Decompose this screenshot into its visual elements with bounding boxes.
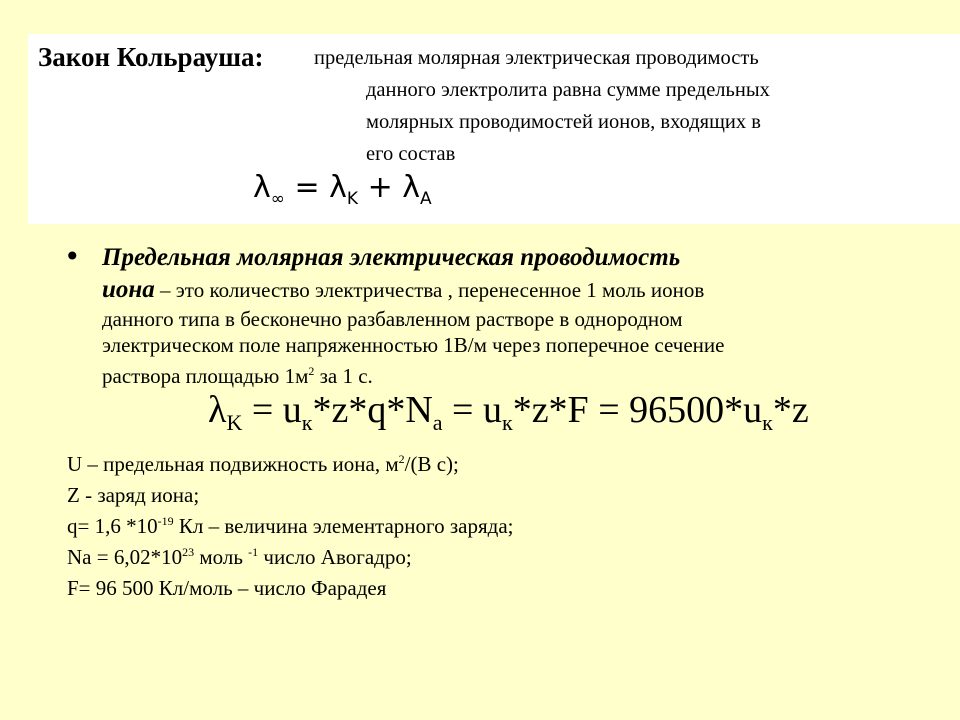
formula2-p5: *z*F = 96500*u [512,389,763,431]
formula1-sub-a: A [420,189,432,209]
formula2-p4: = u [442,389,502,431]
note-q-post: Кл – величина элементарного заряда; [173,514,514,538]
note-mobility-sup: 2 [398,452,405,466]
note-na-post: число Авогадро; [258,545,412,569]
note-elementary-charge [67,514,514,539]
formula1-sub-inf: ∞ [270,189,285,209]
formula2-p3: *z*q*N [312,389,433,431]
definition-head-2-row [102,276,704,304]
note-na-sup2: -1 [248,545,259,559]
definition-line-3-pre: раствора площадью 1м [102,364,309,388]
law-title: Закон Кольрауша: [38,42,264,72]
law-line-2: данного электролита равна сумме предельных [366,79,770,101]
ion-conductivity-formula [208,388,809,436]
formula2-p1: λ [208,389,227,431]
definition-line-2: электрическом поле напряженностью 1В/м через поперечное сечение [102,333,725,357]
note-na-sup: 23 [182,545,195,559]
note-mobility-post: /(В с); [404,452,459,476]
note-mobility [67,452,459,477]
formula2-s2: к [301,410,313,435]
definition-head-1: Предельная молярная электрическая проводимость [102,244,681,271]
formula1-eq: = λ [284,170,347,205]
formula1-lambda: λ [253,170,271,205]
note-faraday: F= 96 500 Кл/моль – число Фарадея [67,576,387,600]
definition-line-3 [102,358,373,389]
kohlrausch-formula [253,170,432,209]
note-avogadro [67,545,412,570]
formula1-plus: + λ [358,170,421,205]
bullet: • [64,240,81,273]
formula2-p6: *z [772,389,809,431]
formula1-sub-k: K [346,189,359,209]
definition-head-2: иона [102,276,155,303]
note-na-pre: Na = 6,02*10 [67,545,183,569]
definition-line-3-post: за 1 с. [314,364,373,388]
definition-line-1: данного типа в бесконечно разбавленном растворе в однородном [102,307,683,331]
law-line-3: молярных проводимостей ионов, входящих в [366,111,761,133]
law-line-1: предельная молярная электрическая проводимость [314,47,759,69]
formula2-s3: a [432,410,443,435]
formula2-s5: к [762,410,773,435]
formula2-s1: K [226,410,243,435]
note-na-mid: моль [194,545,249,569]
note-q-sup: -19 [157,514,174,528]
definition-dash-text: – это количество электричества , перенесенное 1 моль ионов [154,278,705,302]
formula2-p2: = u [242,389,302,431]
law-line-4: его состав [366,143,456,165]
note-mobility-pre: U – предельная подвижность иона, м [67,452,399,476]
definition-line-3-sup: 2 [308,364,315,378]
formula2-s4: к [501,410,513,435]
note-charge: Z - заряд иона; [67,483,200,507]
note-q-pre: q= 1,6 *10 [67,514,158,538]
